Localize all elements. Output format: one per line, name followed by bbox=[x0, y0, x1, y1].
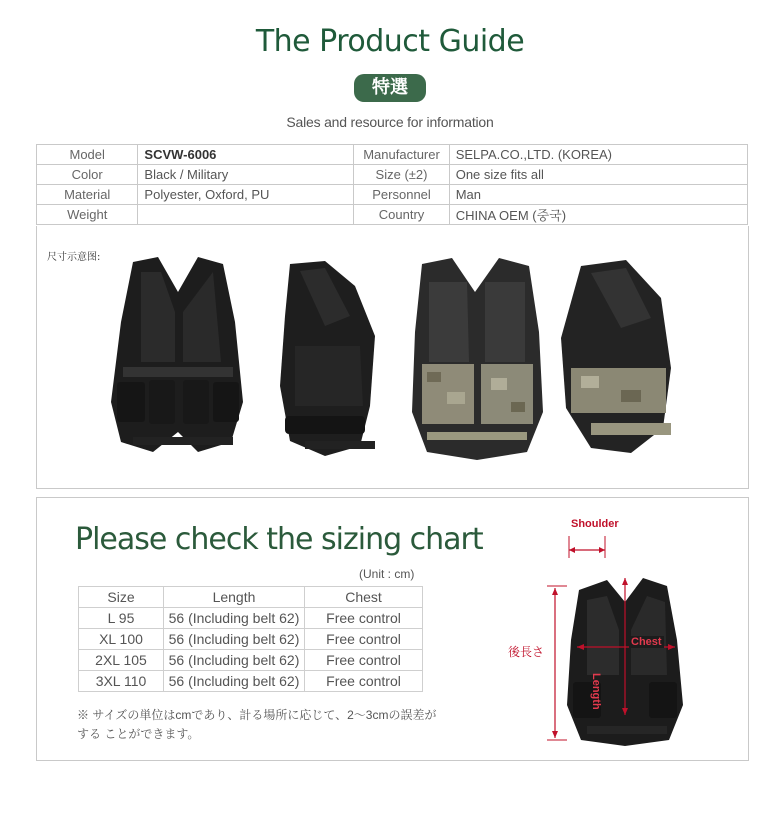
sizing-table bbox=[78, 586, 423, 692]
spec-label: Country bbox=[354, 205, 449, 225]
spec-label: Manufacturer bbox=[354, 145, 449, 165]
size-cell: XL 100 bbox=[79, 629, 164, 650]
spec-value bbox=[138, 205, 354, 225]
length-cell: 56 (Including belt 62) bbox=[164, 629, 305, 650]
table-row bbox=[37, 145, 748, 165]
back-length-label: 後長さ bbox=[508, 645, 545, 659]
chest-cell: Free control bbox=[305, 629, 423, 650]
spec-label: Color bbox=[37, 165, 138, 185]
product-photos bbox=[36, 226, 749, 489]
length-cell: 56 (Including belt 62) bbox=[164, 608, 305, 629]
page-title: The Product Guide bbox=[255, 24, 525, 59]
camo-vest-side-image bbox=[551, 258, 683, 463]
page-subtitle: Sales and resource for information bbox=[286, 114, 494, 130]
table-header-row bbox=[79, 587, 423, 608]
photo-caption: 尺寸示意图: bbox=[47, 252, 101, 263]
spec-value: One size fits all bbox=[449, 165, 747, 185]
length-cell: 56 (Including belt 62) bbox=[164, 671, 305, 692]
table-row bbox=[79, 629, 423, 650]
shoulder-label: Shoulder bbox=[571, 518, 619, 530]
size-cell: L 95 bbox=[79, 608, 164, 629]
length-label: Length bbox=[590, 673, 602, 710]
chest-cell: Free control bbox=[305, 608, 423, 629]
sizing-note: ※ サイズの単位はcmであり、計る場所に応じて、2～3cmの誤差がする ことができます。 bbox=[77, 708, 437, 741]
spec-value: Black / Military bbox=[138, 165, 354, 185]
column-header: Size bbox=[79, 587, 164, 608]
size-cell: 3XL 110 bbox=[79, 671, 164, 692]
camo-vest-front-image bbox=[407, 252, 547, 464]
table-row bbox=[37, 205, 748, 225]
sizing-section bbox=[36, 497, 749, 761]
unit-label: (Unit : cm) bbox=[359, 567, 415, 581]
spec-value: Polyester, Oxford, PU bbox=[138, 185, 354, 205]
measurement-diagram bbox=[507, 510, 737, 755]
spec-label: Weight bbox=[37, 205, 138, 225]
spec-value: SCVW-6006 bbox=[138, 145, 354, 165]
special-badge: 特選 bbox=[354, 74, 426, 102]
size-cell: 2XL 105 bbox=[79, 650, 164, 671]
spec-value: CHINA OEM (중국) bbox=[449, 205, 747, 225]
spec-label: Size (±2) bbox=[354, 165, 449, 185]
sizing-heading: Please check the sizing chart bbox=[75, 522, 483, 557]
spec-value: SELPA.CO.,LTD. (KOREA) bbox=[449, 145, 747, 165]
column-header: Length bbox=[164, 587, 305, 608]
column-header: Chest bbox=[305, 587, 423, 608]
spec-label: Personnel bbox=[354, 185, 449, 205]
black-vest-front-image bbox=[103, 252, 253, 462]
spec-label: Material bbox=[37, 185, 138, 205]
spec-value: Man bbox=[449, 185, 747, 205]
table-row bbox=[37, 165, 748, 185]
chest-label: Chest bbox=[631, 636, 662, 648]
spec-table bbox=[36, 144, 748, 225]
chest-cell: Free control bbox=[305, 671, 423, 692]
chest-cell: Free control bbox=[305, 650, 423, 671]
table-row bbox=[79, 671, 423, 692]
table-row bbox=[37, 185, 748, 205]
spec-label: Model bbox=[37, 145, 138, 165]
black-vest-side-image bbox=[265, 256, 395, 461]
table-row bbox=[79, 608, 423, 629]
length-cell: 56 (Including belt 62) bbox=[164, 650, 305, 671]
table-row bbox=[79, 650, 423, 671]
